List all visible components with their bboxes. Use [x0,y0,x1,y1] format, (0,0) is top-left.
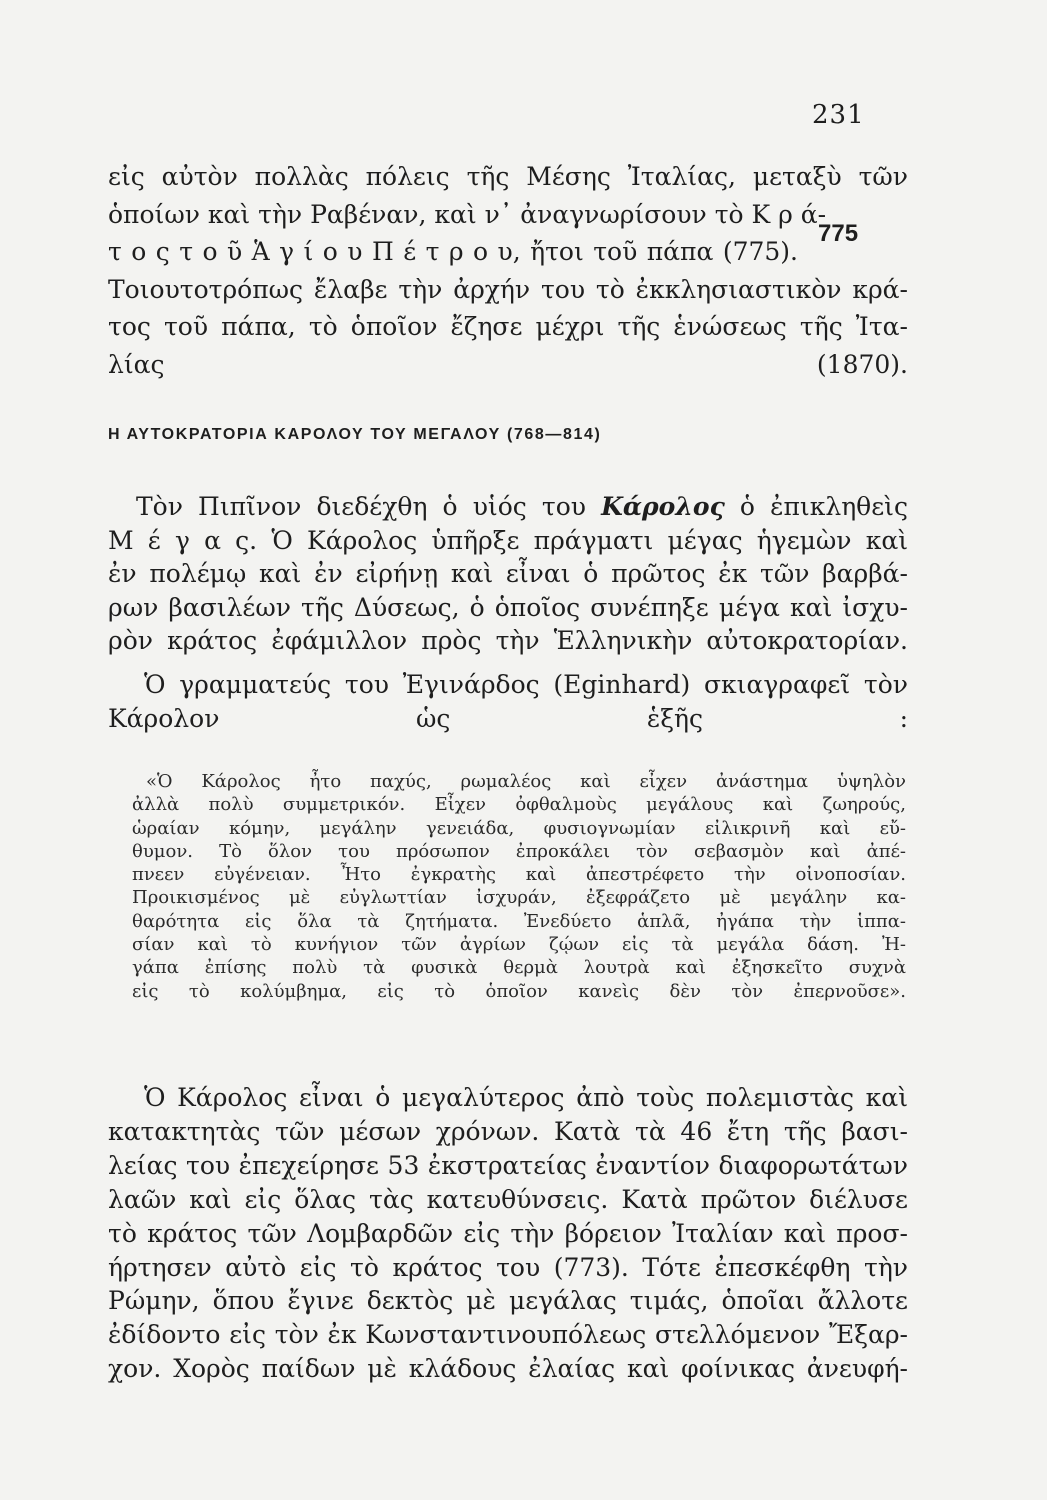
text-line: ἐδίδοντο εἰς τὸν ἐκ Κωνσταντινουπόλεως στελλόμενον Ἔξαρ- [108,1320,908,1350]
text-line: ρὸν κράτος ἐφάμιλλον πρὸς τὴν Ἑλληνικὴν αὐτοκρατορίαν. [108,626,908,655]
paragraph-charlemagne-intro [108,490,908,658]
text-line: ἐν πολέμῳ καὶ ἐν εἰρήνῃ καὶ εἶναι ὁ πρῶτος ἐκ τῶν βαρβά- [108,559,908,588]
paragraph-papal-state [108,158,908,384]
text-line: λίας (1870). [108,349,908,379]
text-line: τὸ κράτος τῶν Λομβαρδῶν εἰς τὴν βόρειον Ἰταλίαν καὶ προσ- [108,1218,908,1248]
quote-line: εἰς τὸ κολύμβημα, εἰς τὸ ὁποῖον κανεὶς δὲν τὸν ἐπερνοῦσε». [132,980,906,1002]
section-heading: Η ΑΥΤΟΚΡΑΤΟΡΙΑ ΚΑΡΟΛΟΥ ΤΟΥ ΜΕΓΑΛΟΥ (768—814) [108,426,602,443]
text-line: τ ο ς τ ο ῦ Ἁ γ ί ο υ Π έ τ ρ ο υ, ἤτοι τοῦ πάπα (775). [108,237,798,267]
text-line: λείας του ἐπεχείρησε 53 ἐκστρατείας ἐναντίον διαφορωτάτων [108,1150,908,1180]
text-line: εἰς αὐτὸν πολλὰς πόλεις τῆς Μέσης Ἰταλίας, μεταξὺ τῶν [108,162,908,191]
text-line: Ὁ γραμματεύς του Ἐγινάρδος (Eginhard) σκιαγραφεῖ τὸν [144,670,908,699]
text-span: ὁ ἐπικληθεὶς [724,492,908,521]
text-line: κατακτητὰς τῶν μέσων χρόνων. Κατὰ τὰ 46 ἔτη τῆς βασι- [108,1116,908,1146]
paragraph-eginhard [108,668,908,736]
quote-line: σίαν καὶ τὸ κυνήγιον τῶν ἀγρίων ζῴων εἰς τὰ μεγάλα δάση. Ἠ- [132,934,906,956]
text-line: Ρώμην, ὅπου ἔγινε δεκτὸς μὲ μεγάλας τιμάς, ὁποῖαι ἄλλοτε [108,1286,908,1316]
text-line: Τοιουτοτρόπως ἔλαβε τὴν ἀρχήν του τὸ ἐκκλησιαστικὸν κρά- [108,274,908,304]
text-line: Ὁ Κάρολος εἶναι ὁ μεγαλύτερος ἀπὸ τοὺς πολεμιστὰς καὶ [144,1083,908,1112]
page-number: 231 [812,100,865,130]
quote-line: ὡραίαν κόμην, μεγάλην γενειάδα, φυσιογνωμίαν εἰλικρινῆ καὶ εὔ- [132,817,906,839]
text-line: Μ έ γ α ς. Ὁ Κάρολος ὑπῆρξε πράγματι μέγας ἡγεμὼν καὶ [108,525,908,555]
emphasized-name: Κάρολος [601,492,725,521]
quotation-block [132,770,906,1003]
quote-line: Προικισμένος μὲ εὐγλωττίαν ἰσχυράν, ἐξεφράζετο μὲ μεγάλην κα- [132,887,906,909]
text-line: Κάρολον ὡς ἑξῆς : [108,704,908,733]
text-line: τος τοῦ πάπα, τὸ ὁποῖον ἔζησε μέχρι τῆς ἑνώσεως τῆς Ἰτα- [108,312,908,342]
text-line: ρων βασιλέων τῆς Δύσεως, ὁ ὁποῖος συνέπηξε μέγα καὶ ἰσχυ- [108,592,908,622]
text-line: χον. Χορὸς παίδων μὲ κλάδους ἐλαίας καὶ φοίνικας ἀνευφή- [108,1354,908,1384]
paragraph-conquests [108,1081,908,1386]
text-line: ὁποίων καὶ τὴν Ραβέναν, καὶ ν᾿ ἀναγνωρίσουν τὸ Κ ρ ά- [108,199,827,229]
text-span: Τὸν Πιπῖνον διεδέχθη ὁ υἱός του [136,492,602,521]
text-line-first [108,490,908,524]
margin-year-note: 775 [818,220,859,247]
quote-line: ἀλλὰ πολὺ συμμετρικόν. Εἶχεν ὀφθαλμοὺς μεγάλους καὶ ζωηρούς, [132,794,906,816]
quote-line: γάπα ἐπίσης πολὺ τὰ φυσικὰ θερμὰ λουτρὰ καὶ ἐξησκεῖτο συχνὰ [132,957,906,979]
quote-line: θαρότητα εἰς ὅλα τὰ ζητήματα. Ἐνεδύετο ἁπλᾶ, ἠγάπα τὴν ἱππα- [132,910,906,932]
text-line: ήρτησεν αὐτὸ εἰς τὸ κράτος του (773). Τότε ἐπεσκέφθη τὴν [108,1252,908,1282]
text-line: λαῶν καὶ εἰς ὅλας τὰς κατευθύνσεις. Κατὰ πρῶτον διέλυσε [108,1184,908,1214]
quote-line: πνεεν εὐγένειαν. Ἦτο ἐγκρατὴς καὶ ἀπεστρέφετο τὴν οἰνοποσίαν. [132,864,906,886]
quote-line: θυμον. Τὸ ὅλον του πρόσωπον ἐπροκάλει τὸν σεβασμὸν καὶ ἀπέ- [132,840,906,862]
quote-line: «Ὁ Κάρολος ἦτο παχύς, ρωμαλέος καὶ εἶχεν ἀνάστημα ὑψηλὸν [146,771,906,792]
